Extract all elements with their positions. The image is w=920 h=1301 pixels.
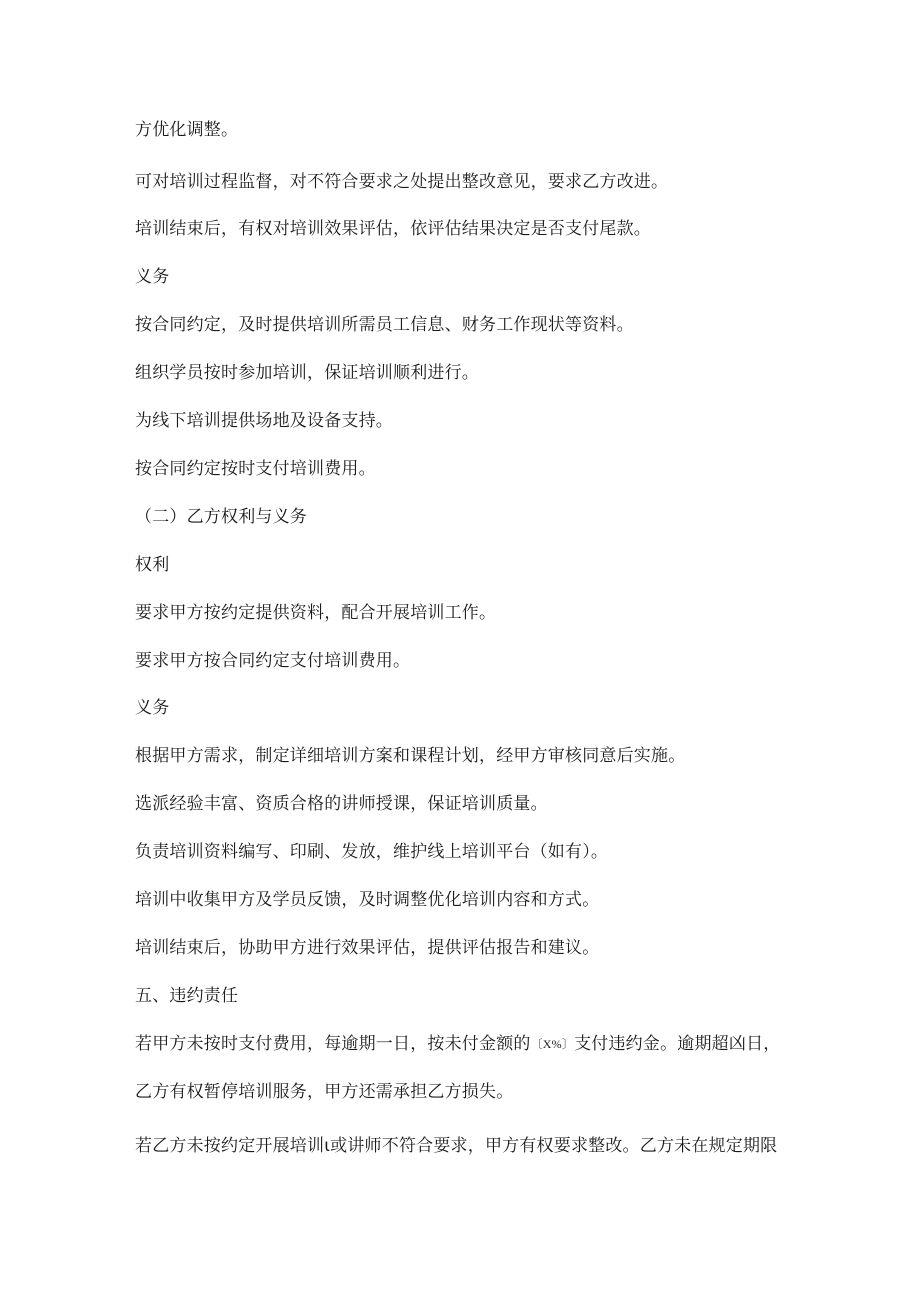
section-heading-rights: 权利 xyxy=(135,555,170,575)
paragraph-line: 为线下培训提供场地及设备支持。 xyxy=(135,411,393,431)
paragraph-line: 培训结束后，协助甲方进行效果评估，提供评估报告和建议。 xyxy=(135,938,600,958)
paragraph-line: 要求甲方按合同约定支付培训费用。 xyxy=(135,651,411,671)
penalty-suffix: 支付违约金。逾期超凶日， xyxy=(574,1034,781,1054)
section-heading-obligations: 义务 xyxy=(135,267,170,287)
paragraph-line: 要求甲方按约定提供资料，配合开展培训工作。 xyxy=(135,603,497,623)
paragraph-line: 方优化调整。 xyxy=(135,120,239,140)
paragraph-line: 根据甲方需求，制定详细培训方案和课程计划，经甲方审核同意后实施。 xyxy=(135,746,686,766)
paragraph-line: 培训结束后，有权对培训效果评估，依评估结果决定是否支付尾款。 xyxy=(135,219,651,239)
section-heading-breach: 五、违约责任 xyxy=(135,986,239,1006)
paragraph-line: 可对培训过程监督，对不符合要求之处提出整改意见，要求乙方改进。 xyxy=(135,172,669,192)
paragraph-line: 培训中收集甲方及学员反馈，及时调整优化培训内容和方式。 xyxy=(135,890,600,910)
paragraph-line: 组织学员按时参加培训，保证培训顺利进行。 xyxy=(135,363,479,383)
paragraph-line: 选派经验丰富、资质合格的讲师授课，保证培训质量。 xyxy=(135,794,548,814)
paragraph-line: 若乙方未按约定开展培训ι或讲师不符合要求，甲方有权要求整改。乙方未在规定期限 xyxy=(135,1136,778,1156)
paragraph-line: 负责培训资料编写、印刷、发放，维护线上培训平台（如有）。 xyxy=(135,842,609,862)
paragraph-line: 按合同约定，及时提供培训所需员工信息、财务工作现状等资料。 xyxy=(135,315,634,335)
penalty-rate: 〔X%〕 xyxy=(530,1037,575,1051)
penalty-prefix: 若甲方未按时支付费用，每逾期一日，按未付金额的 xyxy=(135,1034,531,1054)
section-heading-party-b: （二）乙方权利与义务 xyxy=(135,507,307,527)
penalty-clause-line xyxy=(135,1032,780,1056)
paragraph-line: 乙方有权暂停培训服务，甲方还需承担乙方损失。 xyxy=(135,1082,514,1102)
paragraph-line: 按合同约定按时支付培训费用。 xyxy=(135,459,376,479)
section-heading-obligations: 义务 xyxy=(135,698,170,718)
